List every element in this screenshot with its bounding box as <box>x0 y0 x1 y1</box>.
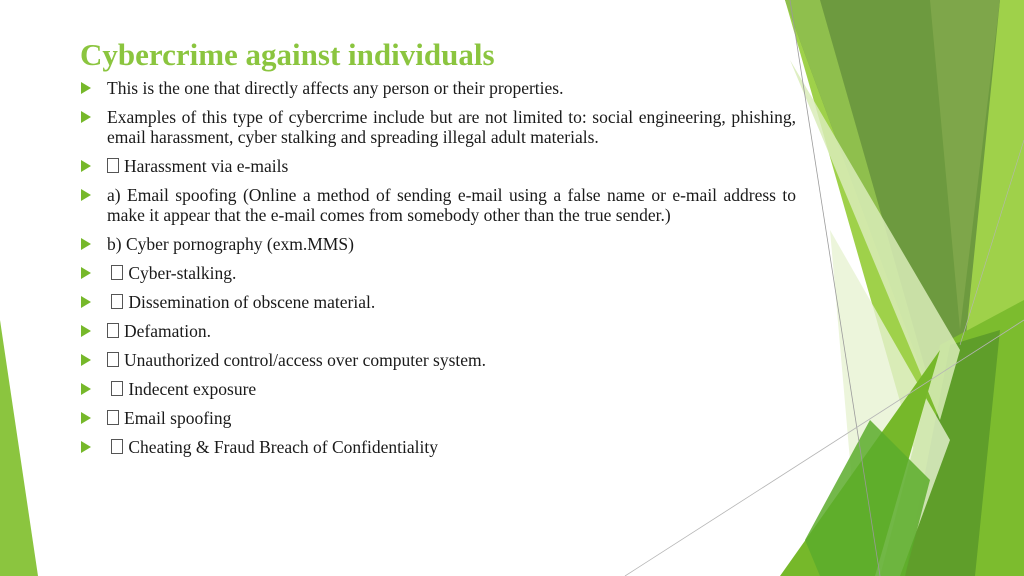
triangle-right-icon <box>81 354 91 366</box>
slide-title: Cybercrime against individuals <box>80 37 495 72</box>
bullet-text: Examples of this type of cybercrime include but are not limited to: social engineering, phishing, email harassment, cyber stalking and spreading illegal adult materials. <box>107 107 796 147</box>
missing-glyph-box-icon <box>111 294 123 309</box>
missing-glyph-box-icon <box>111 439 123 454</box>
triangle-right-icon <box>81 189 91 201</box>
triangle-right-icon <box>81 325 91 337</box>
bullet-item <box>80 234 796 254</box>
bullet-item <box>80 321 796 341</box>
triangle-right-icon <box>81 383 91 395</box>
bullet-text: Harassment via e-mails <box>124 156 289 176</box>
triangle-right-icon <box>81 412 91 424</box>
bullet-text: Defamation. <box>124 321 211 341</box>
bullet-item <box>80 292 796 312</box>
triangle-right-icon <box>81 111 91 123</box>
bullet-item <box>80 78 796 98</box>
bullet-text: Cheating & Fraud Breach of Confidentiality <box>128 437 438 457</box>
triangle-right-icon <box>81 82 91 94</box>
bullet-item <box>80 156 796 176</box>
missing-glyph-box-icon <box>107 352 119 367</box>
bullet-text: Dissemination of obscene material. <box>128 292 376 312</box>
bullet-text: Cyber-stalking. <box>128 263 237 283</box>
bullet-text: Unauthorized control/access over computer system. <box>124 350 487 370</box>
bullet-item <box>80 408 796 428</box>
bullet-list <box>80 78 796 466</box>
bullet-item <box>80 107 796 147</box>
bullet-text: Email spoofing <box>124 408 232 428</box>
bullet-item <box>80 379 796 399</box>
bullet-text: Indecent exposure <box>128 379 257 399</box>
bullet-item <box>80 263 796 283</box>
bullet-item <box>80 185 796 225</box>
bullet-item <box>80 350 796 370</box>
missing-glyph-box-icon <box>111 265 123 280</box>
missing-glyph-box-icon <box>107 410 119 425</box>
bullet-text: This is the one that directly affects any person or their properties. <box>107 78 564 98</box>
missing-glyph-box-icon <box>107 158 119 173</box>
missing-glyph-box-icon <box>111 381 123 396</box>
triangle-right-icon <box>81 296 91 308</box>
triangle-right-icon <box>81 441 91 453</box>
bullet-text: a) Email spoofing (Online a method of sending e-mail using a false name or e-mail address to make it appear that the e-mail comes from somebody other than the true sender.) <box>107 185 796 225</box>
bullet-item <box>80 437 796 457</box>
triangle-right-icon <box>81 267 91 279</box>
triangle-right-icon <box>81 160 91 172</box>
missing-glyph-box-icon <box>107 323 119 338</box>
bullet-text: b) Cyber pornography (exm.MMS) <box>107 234 354 254</box>
triangle-right-icon <box>81 238 91 250</box>
